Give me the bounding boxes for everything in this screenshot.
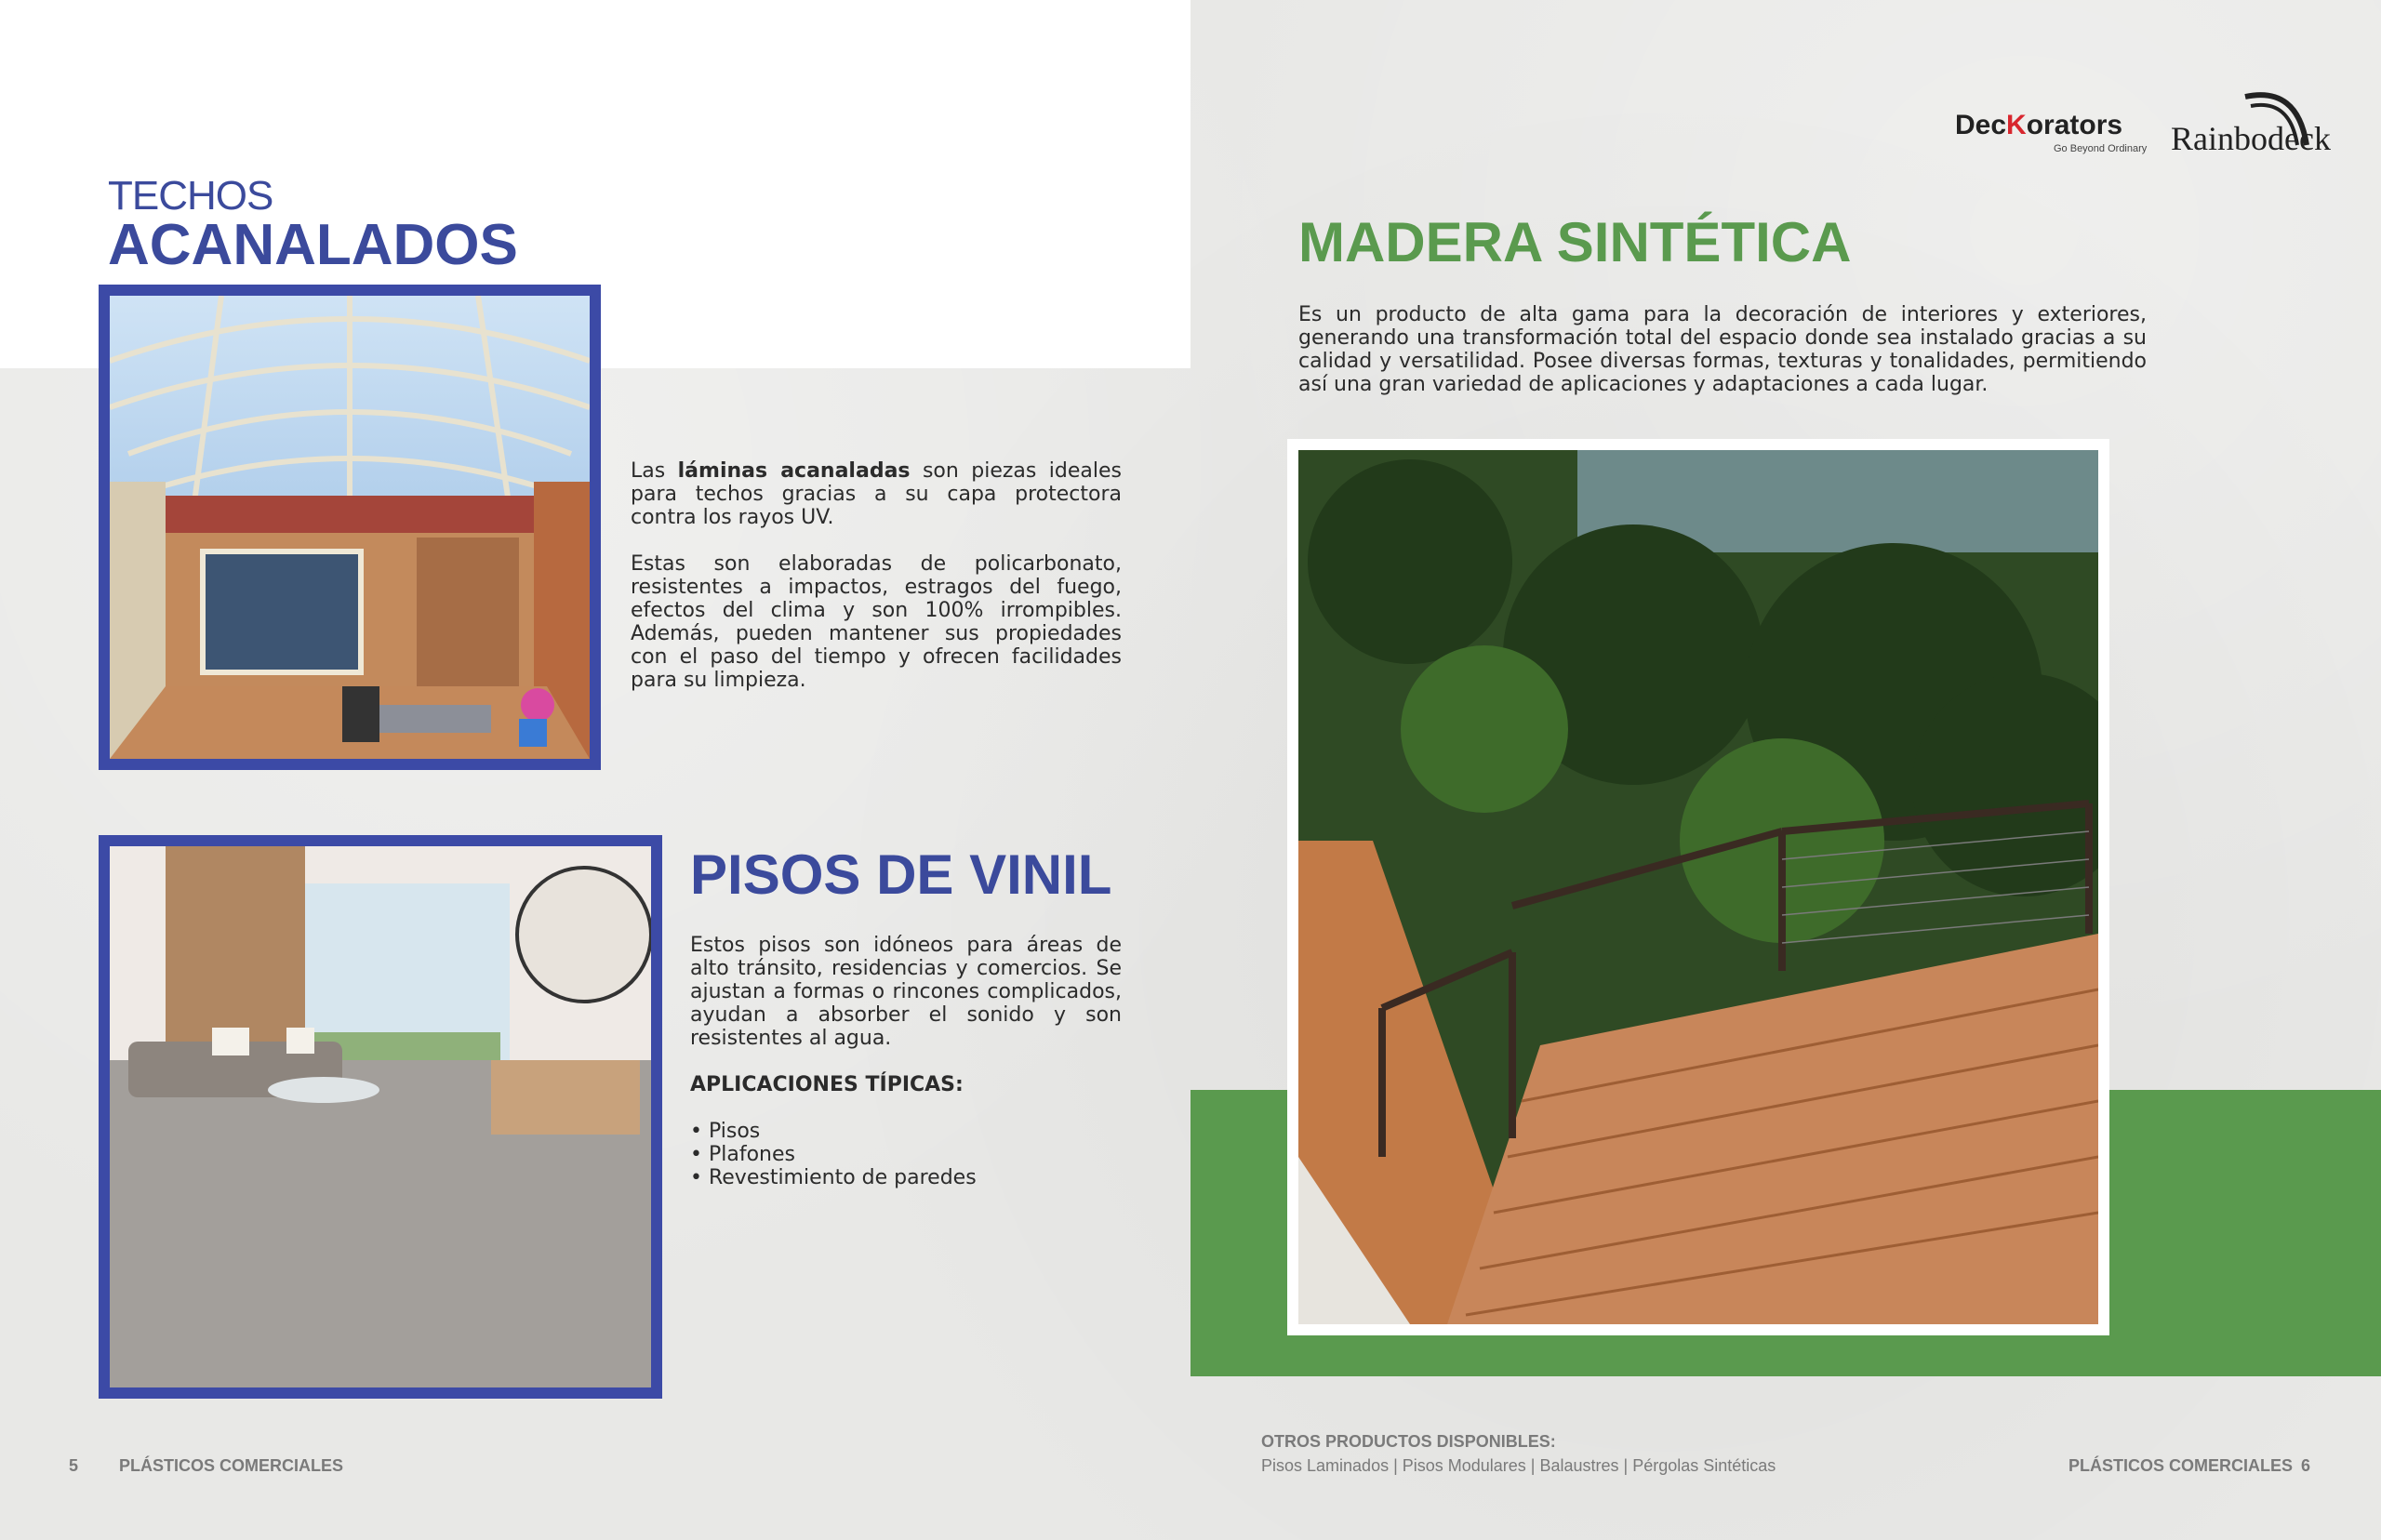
techos-title-line2: ACANALADOS [108, 213, 518, 277]
vinil-paragraph: Estos pisos son idóneos para áreas de alto tránsito, residencias y comercios. Se ajustan a formas o rincones complicados, ayudan a absorber el sonido y son resistentes al agua. [690, 934, 1122, 1050]
techos-p1-bold: láminas acanaladas [677, 459, 911, 483]
techos-title-line1: TECHOS [108, 173, 273, 219]
deck-photo [1287, 439, 2109, 1335]
application-item: • Revestimiento de paredes [690, 1166, 977, 1189]
left-page-number: 5 [69, 1456, 79, 1475]
techos-description [631, 459, 1122, 715]
application-item: • Pisos [690, 1120, 761, 1143]
deck-illustration [1298, 450, 2098, 1324]
madera-title: MADERA SINTÉTICA [1298, 211, 1852, 273]
pergola-photo [99, 285, 601, 770]
vinil-title: PISOS DE VINIL [690, 843, 1112, 906]
techos-paragraph-2: Estas son elaboradas de policarbonato, resistentes a impactos, estragos del fuego, efectos del clima y son 100% irrompibles. Además, pueden mantener sus propiedades con el paso del tiempo y ofrecen facilidades para su limpieza. [631, 552, 1122, 692]
left-footer-label: PLÁSTICOS COMERCIALES [119, 1456, 344, 1475]
rainbodeck-logo: Rainbodeck [2171, 120, 2331, 157]
rainbodeck-arc-icon [2241, 86, 2310, 151]
deckorators-tagline: Go Beyond Ordinary [2054, 143, 2148, 154]
deckorators-logo-x: K [2006, 110, 2027, 140]
deckorators-logo-part: orators [2026, 110, 2123, 140]
pergola-illustration [110, 296, 590, 759]
techos-p1-suffix: son piezas ideales para techos gracias a su capa protectora contra los rayos UV. [631, 459, 1122, 529]
deckorators-logo [1955, 110, 2122, 141]
applications-list [690, 1120, 1122, 1189]
madera-paragraph: Es un producto de alta gama para la decoración de interiores y exteriores, generando una transformación total del espacio donde sea instalado gracias a su calidad y versatilidad. Posee diversas formas, texturas y tonalidades, permitiendo así una gran variedad de aplicaciones y adaptaciones a cada lugar. [1298, 303, 2147, 396]
application-item: • Plafones [690, 1143, 795, 1166]
living-room-illustration [110, 846, 651, 1387]
deckorators-logo-part: Dec [1955, 110, 2007, 140]
right-footer-label: PLÁSTICOS COMERCIALES [2068, 1456, 2294, 1475]
techos-p1-prefix: Las [631, 459, 678, 483]
right-page-number: 6 [2301, 1456, 2311, 1475]
vinil-description [690, 934, 1122, 1189]
other-products-heading: OTROS PRODUCTOS DISPONIBLES: [1261, 1432, 1556, 1451]
madera-description [1298, 303, 2147, 419]
other-products-list: Pisos Laminados | Pisos Modulares | Balaustres | Pérgolas Sintéticas [1261, 1456, 1776, 1475]
techos-paragraph-1 [631, 459, 1122, 529]
living-room-photo [99, 835, 662, 1399]
applications-heading: APLICACIONES TÍPICAS: [690, 1073, 964, 1096]
